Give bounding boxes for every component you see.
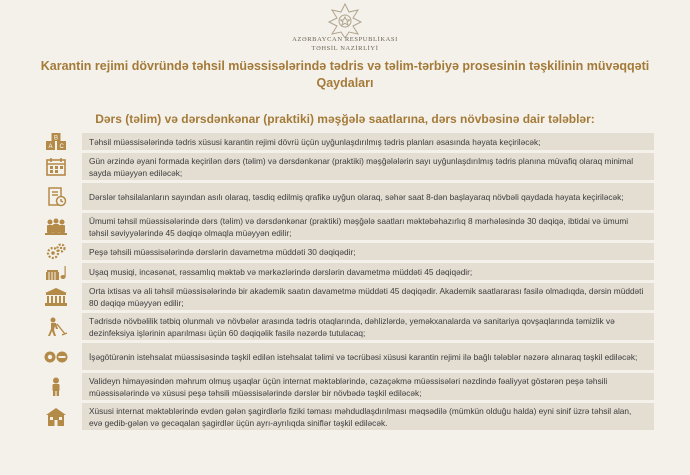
list-item <box>40 243 654 260</box>
list-item <box>40 153 654 180</box>
svg-text:B: B <box>54 135 59 141</box>
rule-text: Valideyn himayəsindən məhrum olmuş uşaqlar üçün internat məktəblərində, cəzaçəkmə müəssisələri nəzdində fəaliyyət göstərən peşə təhsili müəssisələrində və xüsusi peşə təhsili müəssisələrində dərslər bir növbədə təşkil ediləcək; <box>89 375 608 398</box>
rule-text: İşəgötürənin istehsalat müəssisəsində təşkil edilən istehsalat təlimi və təcrübəsi xüsusi karantin rejimi ilə bağlı tələblər nəzərə alınaraq təşkil ediləcək; <box>89 351 638 362</box>
rule-text: Təhsil müəssisələrində tədris xüsusi karantin rejimi dövrü üçün uyğunlaşdırılmış tədris planları əsasında həyata keçiriləcək; <box>89 136 541 147</box>
schedule-document-icon <box>44 187 68 207</box>
rule-text: Tədrisdə növbəlilik tətbiq olunmalı və növbələr arasında tədris otaqlarında, dəhlizlərdə, yeməkxanalarda və sanitariya qovşaqlarında təmizlik və dezinfeksiya işlərinin aparılması üçün 60 dəqiqəlik fasilə nəzərdə tutulacaq; <box>89 315 615 338</box>
rule-text: Peşə təhsili müəssisələrində dərslərin davametmə müddəti 30 dəqiqədir; <box>89 246 356 257</box>
rule-text: Gün ərzində əyani formada keçirilən dərs (təlim) və dərsdənkənar (praktiki) məşğələlərin sayı uyğunlaşdırılmış tədris planına müvafiq olaraq minimal sayda müəyyən ediləcək; <box>89 155 634 178</box>
child-icon <box>44 377 68 397</box>
page-title: Karantin rejimi dövründə təhsil müəssisələrində tədris və təlim-tərbiyə prosesinin təşkilinin müvəqqəti Qaydaları <box>40 59 650 90</box>
emblem-icon <box>325 2 365 38</box>
abc-blocks-icon <box>44 132 68 152</box>
university-building-icon <box>44 287 68 307</box>
section-subtitle: Dərs (təlim) və dərsdənkənar (praktiki) məşğələ saatlarına, dərs növbəsinə dair tələblər: <box>95 112 595 126</box>
list-item <box>40 263 654 280</box>
ministry-name-line2: TƏHSİL NAZİRLİYİ <box>311 45 379 52</box>
list-item <box>40 403 654 430</box>
list-item <box>40 313 654 340</box>
rule-text: Uşaq musiqi, incəsənət, rəssamlıq məktəb və mərkəzlərində dərslərin davametmə müddəti 45 dəqiqədir; <box>89 266 473 277</box>
list-item <box>40 373 654 400</box>
rule-text: Xüsusi internat məktəblərində evdən gələn şagirdlərlə fiziki təması məhdudlaşdırılması məqsədilə (mümkün olduğu halda) eyni sinif üzrə təhsil alan, evə gedib-gələn və gecəqalan şagirdlər üçün ayrı-ayrılıqda siniflər təşkil ediləcək. <box>89 405 632 428</box>
list-item <box>40 343 654 370</box>
rule-text: Ümumi təhsil müəssisələrində dərs (təlim) və dərsdənkənar (praktiki) məşğələ saatları məktəbəhazırlıq 8 mərhələsində 30 dəqiqə, ibtidai və ümumi təhsil səviyyələrində 45 dəqiqə olmaqla müəyyən edilir; <box>89 215 629 238</box>
gears-icon <box>44 242 68 262</box>
list-item <box>40 183 654 210</box>
rule-text: Orta ixtisas və ali təhsil müəssisələrində bir akademik saatın davametmə müddəti 45 dəqiqədir. Akademik saatlararası fasilə olmadıqda, dərsin müddəti 80 dəqiqə müəyyən edilir; <box>89 285 644 308</box>
rule-text: Dərslər təhsilalanların sayından asılı olaraq, təsdiq edilmiş qrafikə uyğun olaraq, səhər saat 8-dən başlayaraq növbəli qaydada həyata keçiriləcək; <box>89 191 624 202</box>
list-item <box>40 283 654 310</box>
svg-text:C: C <box>59 143 64 150</box>
list-item <box>40 213 654 240</box>
page-header <box>0 0 690 58</box>
boarding-school-icon <box>44 407 68 427</box>
calendar-icon <box>44 157 68 177</box>
ministry-name-line1: AZƏRBAYCAN RESPUBLİKASI <box>292 36 398 43</box>
industry-training-icon <box>44 347 68 367</box>
students-icon <box>44 217 68 237</box>
list-item <box>40 133 654 150</box>
svg-text:A: A <box>48 143 53 150</box>
rules-list <box>40 133 654 433</box>
music-art-icon <box>44 262 68 282</box>
cleaning-worker-icon <box>44 317 68 337</box>
